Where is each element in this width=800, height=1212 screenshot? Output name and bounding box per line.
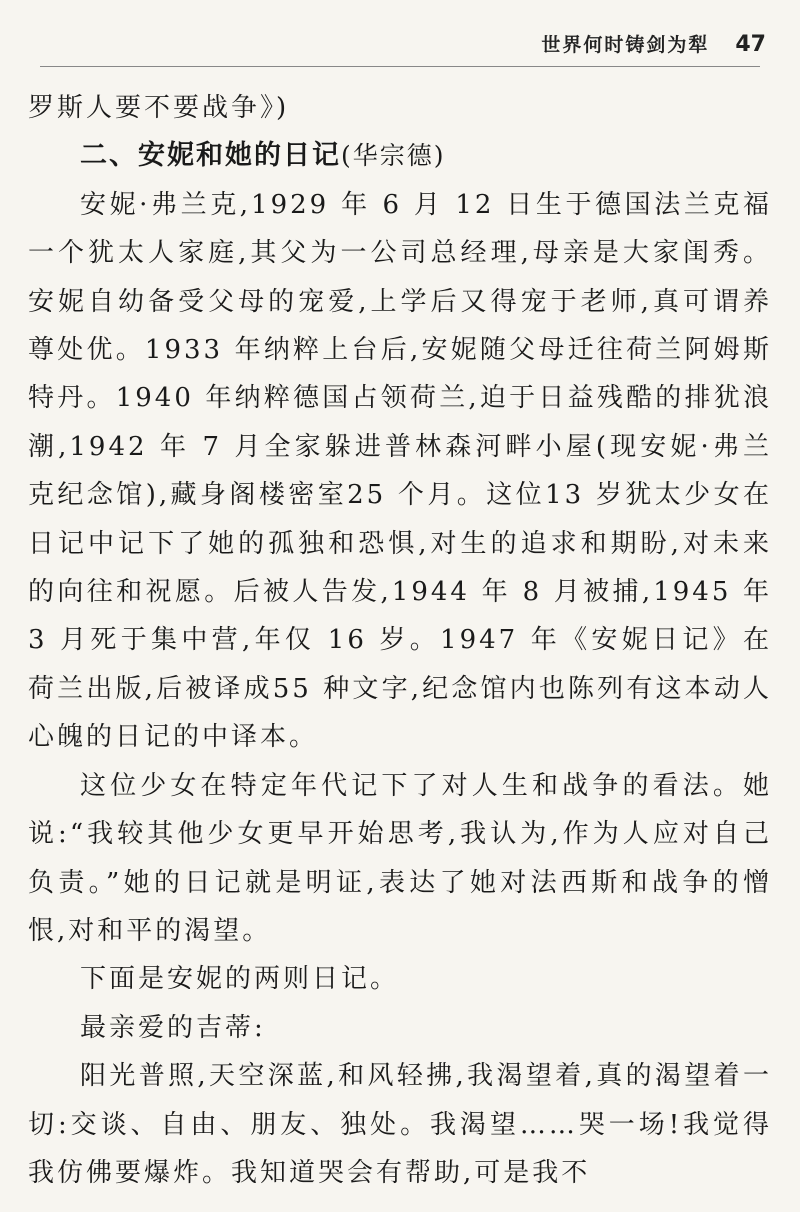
header-rule [40, 66, 760, 67]
paragraph-biography: 安妮·弗兰克,1929 年 6 月 12 日生于德国法兰克福一个犹太人家庭,其父为一公司总经理,母亲是大家闺秀。安妮自幼备受父母的宠爱,上学后又得宠于老师,真可谓养尊处优。1933 年纳粹上台后,安妮随父母迁往荷兰阿姆斯特丹。1940 年纳粹德国占领荷兰,迫于日益残酷的排犹浪潮,1942 年 7 月全家躲进普林森河畔小屋(现安妮·弗兰克纪念馆),藏身阁楼密室25 个月。这位13 岁犹太少女在日记中记下了她的孤独和恐惧,对生的追求和期盼,对未来的向往和祝愿。后被人告发,1944 年 8 月被捕,1945 年 3 月死于集中营,年仅 16 岁。1947 年《安妮日记》在荷兰出版,后被译成55 种文字,纪念馆内也陈列有这本动人心魄的日记的中译本。 [28, 189, 772, 753]
continued-line: 罗斯人要不要战争》) [28, 93, 290, 123]
section-heading [28, 132, 772, 180]
page-number: 47 [735, 32, 766, 57]
paragraph-intro-diary: 下面是安妮的两则日记。 [80, 964, 400, 995]
running-title: 世界何时铸剑为犁 [541, 34, 710, 56]
paragraph-views: 这位少女在特定年代记下了对人生和战争的看法。她说:“我较其他少女更早开始思考,我认为,作为人应对自己负责。”她的日记就是明证,表达了她对法西斯和战争的憎恨,对和平的渴望。 [28, 770, 772, 946]
page-header [541, 30, 766, 57]
section-author: (华宗德) [341, 141, 446, 171]
diary-entry-text: 阳光普照,天空深蓝,和风轻拂,我渴望着,真的渴望着一切:交谈、自由、朋友、独处。我渴望……哭一场!我觉得我仿佛要爆炸。我知道哭会有帮助,可是我不 [28, 1061, 772, 1188]
diary-salutation: 最亲爱的吉蒂: [80, 1012, 266, 1043]
section-title: 二、安妮和她的日记 [80, 140, 341, 172]
page-body [28, 84, 772, 1197]
